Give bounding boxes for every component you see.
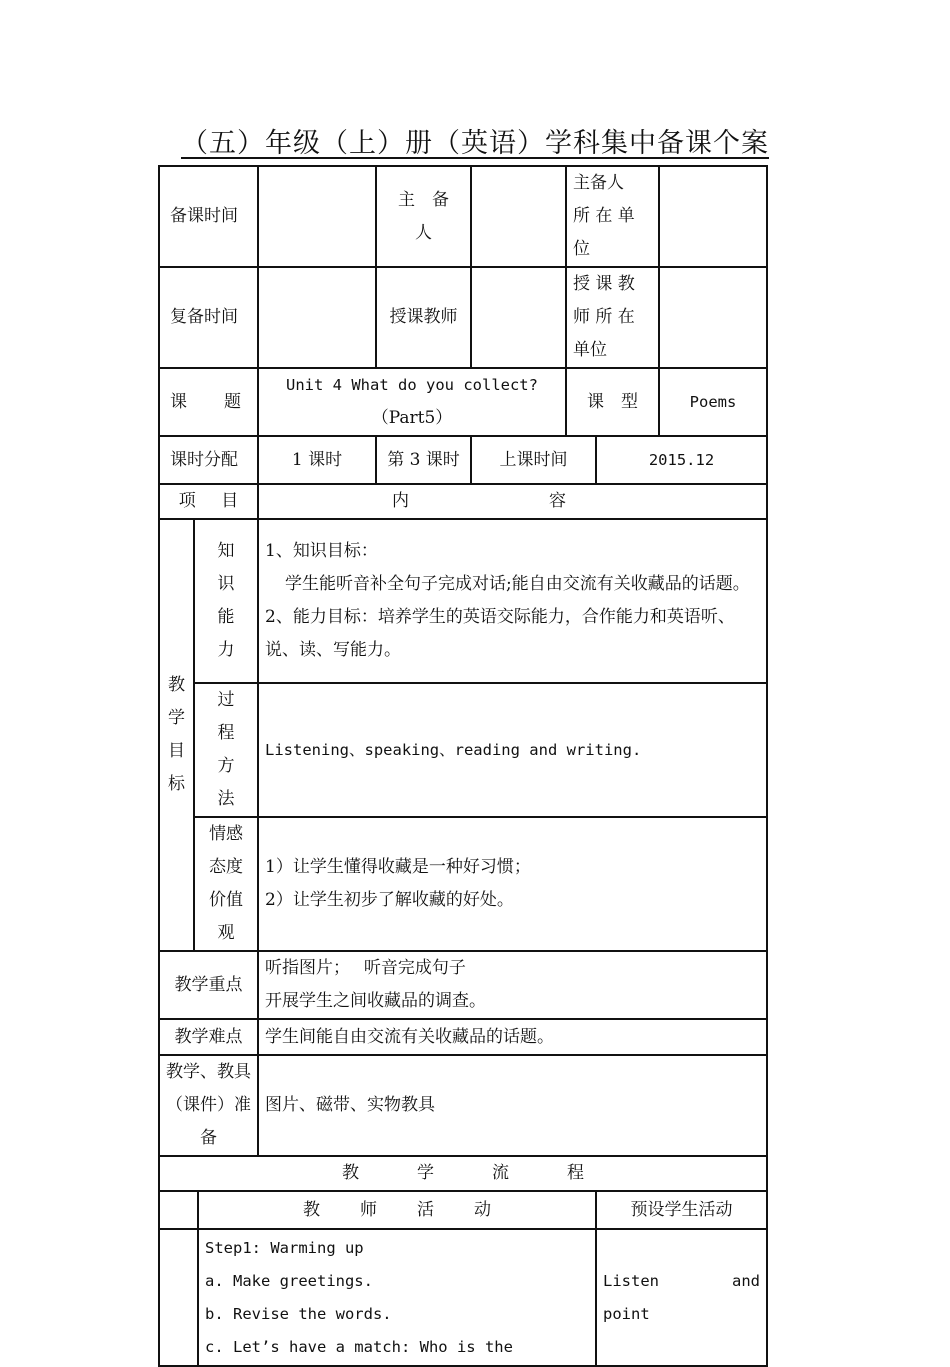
teaching-goals-label: 教 学 目 标 [159,519,194,951]
lead-preparer-value [471,166,566,267]
period-no-value: 第 3 课时 [376,436,471,484]
period-alloc-label: 课时分配 [159,436,258,484]
teacher-activity-text: Step1: Warming up a. Make greetings. b. Revise the words. c. Let’s have a match: Who is the [198,1229,596,1366]
attitude-values-label: 情感态度 价值观 [194,817,258,951]
lead-unit-value [659,166,767,267]
lesson-plan-table [158,165,768,1367]
content-header: 内 容 [258,484,767,519]
knowledge-goal-text: 1、知识目标： 学生能听音补全句子完成对话;能自由交流有关收藏品的话题。 2、能力目标：培养学生的英语交际能力，合作能力和英语听、说、读、写能力。 [258,519,767,683]
date-value: 2015.12 [596,436,767,484]
teacher-label: 授课教师 [376,267,471,368]
teacher-value [471,267,566,368]
student-activity-header: 预设学生活动 [596,1191,767,1229]
process-method-label: 过 程 方 法 [194,683,258,817]
teaching-prep-label: 教学、教具 （课件）准 备 [159,1055,258,1156]
flow-blank-cell [159,1191,198,1229]
teacher-unit-label: 授 课 教 师 所 在 单位 [566,267,659,368]
attitude-values-text: 1）让学生懂得收藏是一种好习惯； 2）让学生初步了解收藏的好处。 [258,817,767,951]
type-label: 课 型 [566,368,659,436]
type-value: Poems [659,368,767,436]
process-method-text: Listening、speaking、reading and writing. [258,683,767,817]
prep-time-value [258,166,376,267]
review-time-value [258,267,376,368]
topic-value: Unit 4 What do you collect? （Part5） [258,368,566,436]
lead-unit-label: 主备人 所 在 单 位 [566,166,659,267]
class-time-label: 上课时间 [471,436,596,484]
topic-label: 课 题 [159,368,258,436]
periods-value: 1 课时 [258,436,376,484]
key-points-label: 教学重点 [159,951,258,1019]
knowledge-ability-label: 知 识 能 力 [194,519,258,683]
key-points-text: 听指图片； 听音完成句子 开展学生之间收藏品的调查。 [258,951,767,1019]
teaching-prep-text: 图片、磁带、实物教具 [258,1055,767,1156]
review-time-label: 复备时间 [159,267,258,368]
teacher-unit-value [659,267,767,368]
student-activity-text: Listen and point [596,1229,767,1366]
item-header: 项 目 [159,484,258,519]
page-title: （五）年级（上）册（英语）学科集中备课个案 [181,128,769,159]
difficulties-label: 教学难点 [159,1019,258,1055]
difficulties-text: 学生间能自由交流有关收藏品的话题。 [258,1019,767,1055]
teacher-activity-header: 教 师 活 动 [198,1191,596,1229]
teaching-flow-header: 教 学 流 程 [159,1156,767,1191]
lead-preparer-label: 主 备 人 [376,166,471,267]
flow-step-blank [159,1229,198,1366]
prep-time-label: 备课时间 [159,166,258,267]
